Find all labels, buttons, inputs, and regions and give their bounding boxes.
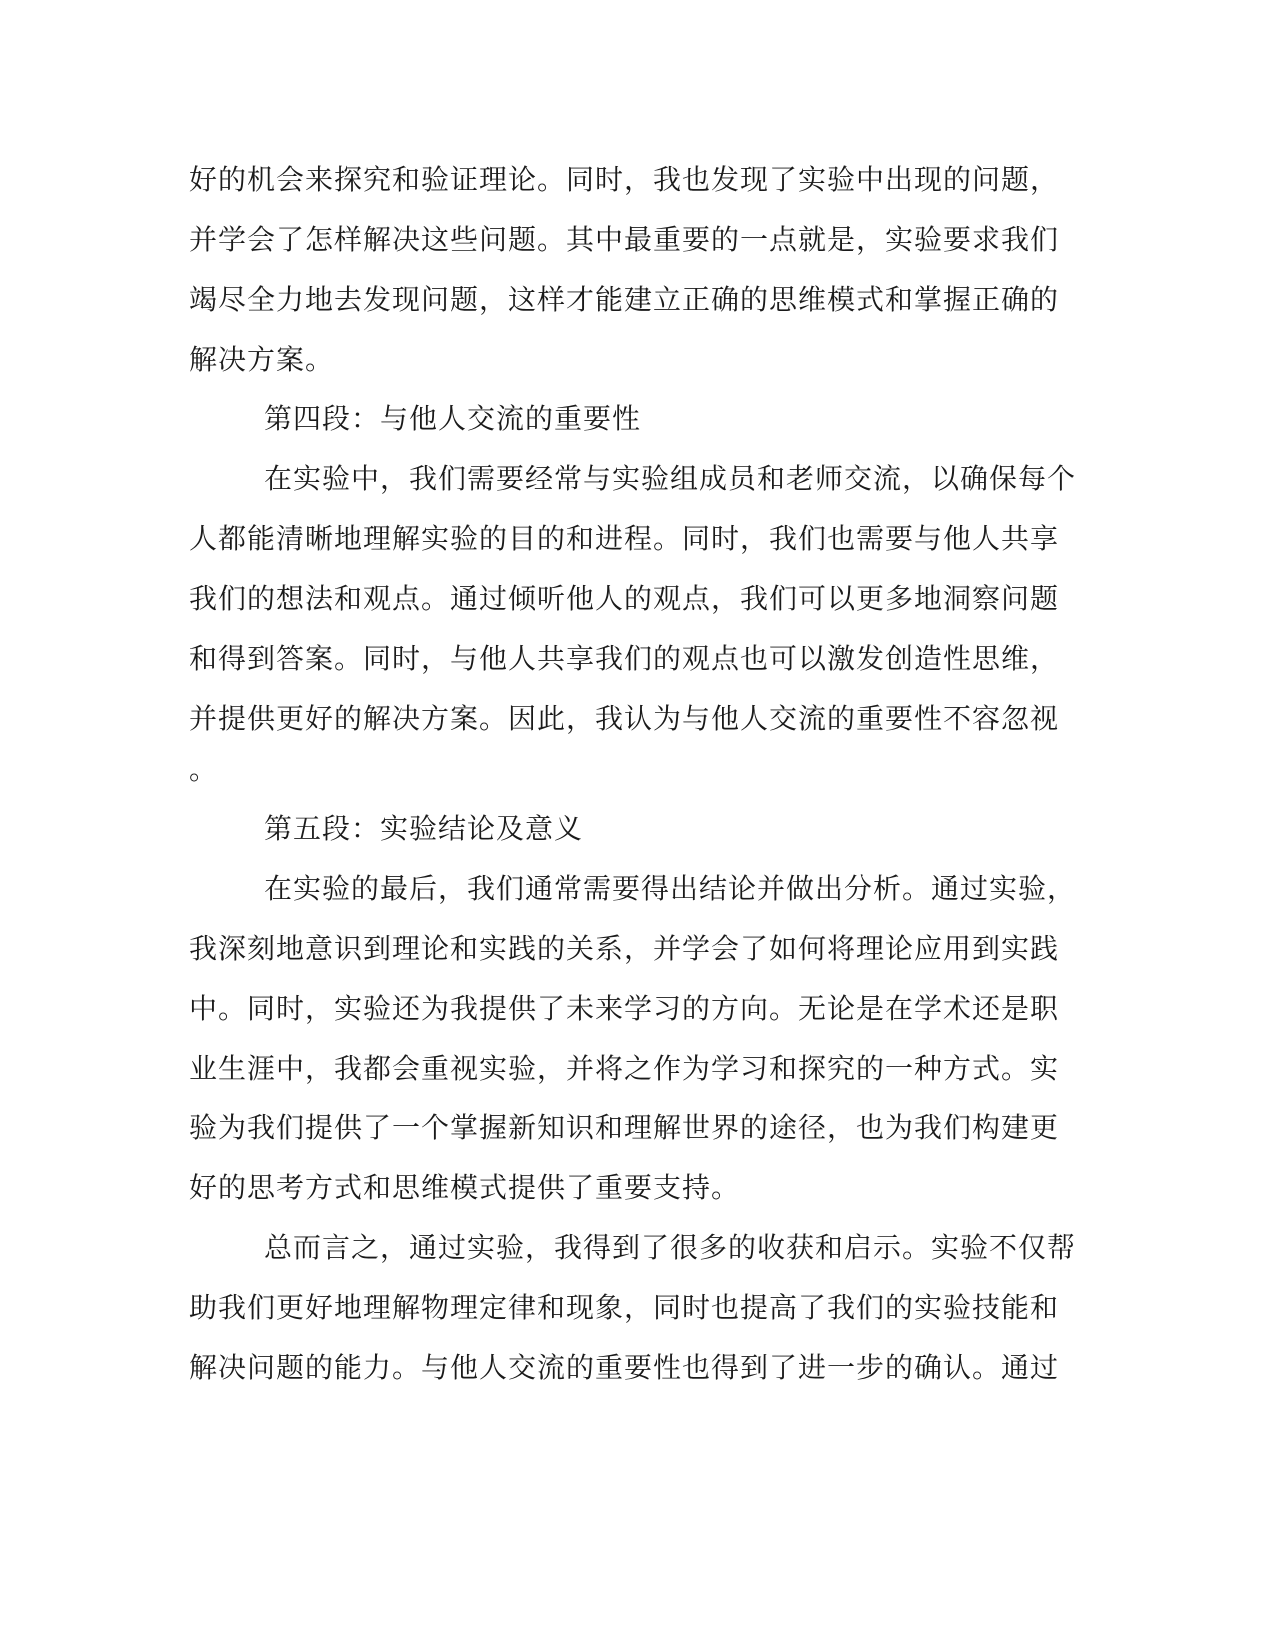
section-heading: 第五段：实验结论及意义: [264, 812, 584, 845]
text-line: 好的思考方式和思维模式提供了重要支持。: [189, 1171, 741, 1204]
text-line: 解决问题的能力。与他人交流的重要性也得到了进一步的确认。通过: [189, 1351, 1060, 1384]
text-line: 我深刻地意识到理论和实践的关系，并学会了如何将理论应用到实践: [189, 932, 1060, 965]
text-line: 助我们更好地理解物理定律和现象，同时也提高了我们的实验技能和: [189, 1291, 1060, 1324]
text-line: 在实验中，我们需要经常与实验组成员和老师交流，以确保每个: [264, 462, 1077, 495]
text-line: 和得到答案。同时，与他人共享我们的观点也可以激发创造性思维，: [189, 642, 1060, 675]
text-line: 并提供更好的解决方案。因此，我认为与他人交流的重要性不容忽视: [189, 702, 1060, 735]
text-line: 并学会了怎样解决这些问题。其中最重要的一点就是，实验要求我们: [189, 223, 1060, 256]
text-line: 业生涯中，我都会重视实验，并将之作为学习和探究的一种方式。实: [189, 1052, 1060, 1085]
text-line: 中。同时，实验还为我提供了未来学习的方向。无论是在学术还是职: [189, 992, 1060, 1025]
text-line: 。: [189, 753, 219, 786]
text-line: 验为我们提供了一个掌握新知识和理解世界的途径，也为我们构建更: [189, 1111, 1060, 1144]
text-line: 我们的想法和观点。通过倾听他人的观点，我们可以更多地洞察问题: [189, 582, 1060, 615]
section-heading: 第四段：与他人交流的重要性: [264, 402, 642, 435]
text-line: 好的机会来探究和验证理论。同时，我也发现了实验中出现的问题，: [189, 163, 1060, 196]
text-line: 在实验的最后，我们通常需要得出结论并做出分析。通过实验，: [264, 872, 1077, 905]
text-line: 竭尽全力地去发现问题，这样才能建立正确的思维模式和掌握正确的: [189, 283, 1060, 316]
text-line: 总而言之，通过实验，我得到了很多的收获和启示。实验不仅帮: [264, 1231, 1077, 1264]
text-line: 人都能清晰地理解实验的目的和进程。同时，我们也需要与他人共享: [189, 522, 1060, 555]
text-line: 解决方案。: [189, 343, 335, 376]
